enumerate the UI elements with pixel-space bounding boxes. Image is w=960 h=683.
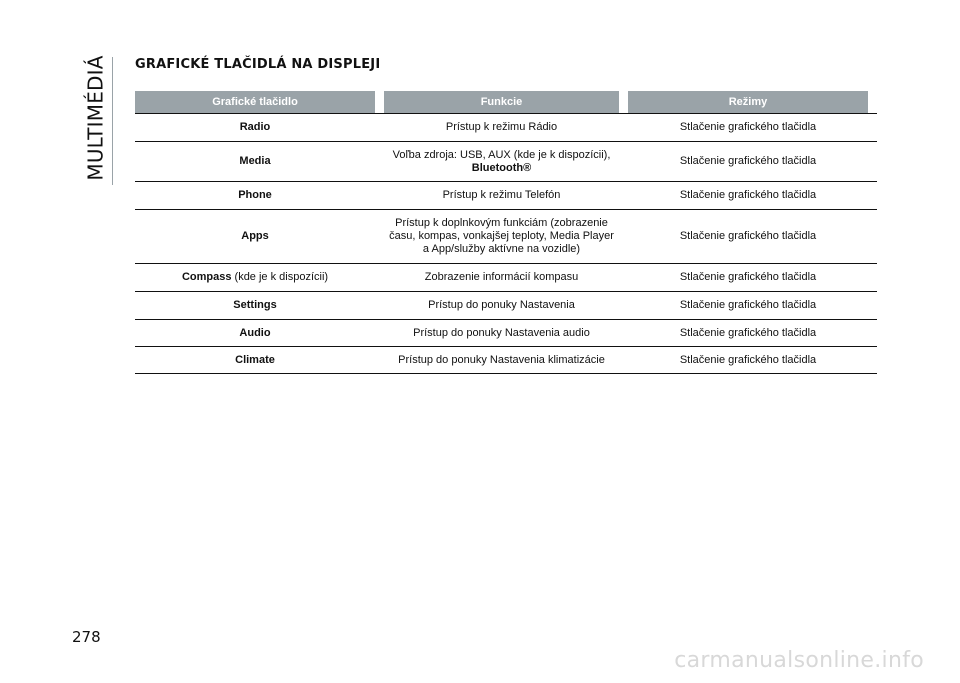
function-line: a App/služby aktívne na vozidle) (422, 243, 581, 255)
button-name: Settings (233, 299, 277, 311)
cell-mode: Stlačenie grafického tlačidla (679, 189, 817, 201)
section-title: GRAFICKÉ TLAČIDLÁ NA DISPLEJI (135, 57, 381, 72)
table-header (135, 91, 877, 113)
cell-graphic-button (135, 155, 375, 168)
table-row (135, 182, 877, 210)
graphic-buttons-table (135, 91, 877, 374)
cell-mode: Stlačenie grafického tlačidla (679, 299, 817, 311)
button-name: Apps (241, 230, 269, 242)
cell-function (384, 189, 619, 202)
header-functions: Funkcie (384, 91, 619, 113)
site-watermark: carmanualsonline.info (674, 648, 924, 673)
button-name: Phone (238, 189, 272, 201)
cell-mode: Stlačenie grafického tlačidla (679, 353, 817, 366)
table-body (135, 113, 877, 374)
cell-function (384, 121, 619, 134)
section-side-label (84, 48, 108, 188)
function-line: Prístup k režimu Rádio (445, 121, 558, 133)
button-name: Audio (239, 326, 271, 339)
cell-function (384, 354, 619, 367)
header-graphic-button: Grafické tlačidlo (135, 91, 375, 113)
cell-graphic-button (135, 299, 375, 312)
cell-function (384, 327, 619, 340)
cell-graphic-button (135, 230, 375, 243)
table-row (135, 113, 877, 142)
button-note: (kde je k dispozícii) (231, 271, 329, 283)
function-line: Prístup k režimu Telefón (442, 189, 561, 201)
function-line: Zobrazenie informácií kompasu (424, 271, 579, 283)
table-row (135, 292, 877, 320)
cell-mode: Stlačenie grafického tlačidla (679, 271, 817, 283)
cell-graphic-button (135, 271, 375, 284)
table-row (135, 320, 877, 347)
table-row (135, 210, 877, 264)
button-name: Radio (239, 121, 271, 133)
cell-function (384, 299, 619, 312)
cell-mode: Stlačenie grafického tlačidla (679, 326, 817, 339)
function-line: Prístup do ponuky Nastavenia (428, 299, 575, 311)
function-bold-line: Bluetooth® (471, 161, 532, 174)
function-line: Prístup k doplnkovým funkciám (zobrazenie (395, 217, 608, 229)
function-line: Prístup do ponuky Nastavenia audio (413, 326, 590, 339)
button-name: Climate (235, 353, 275, 366)
cell-mode: Stlačenie grafického tlačidla (679, 230, 817, 242)
function-line: Prístup do ponuky Nastavenia klimatizácie (398, 353, 605, 366)
cell-function (384, 217, 619, 256)
page-number: 278 (72, 628, 101, 646)
cell-graphic-button (135, 354, 375, 367)
button-name: Media (239, 155, 271, 167)
function-line: času, kompas, vonkajšej teploty, Media Player (389, 230, 614, 242)
section-side-label-text: MULTIMÉDIÁ (84, 55, 108, 181)
table-row (135, 347, 877, 374)
cell-function (384, 271, 619, 284)
side-divider (112, 57, 113, 185)
function-line: Voľba zdroja: USB, AUX (kde je k dispozícii), (392, 148, 611, 161)
cell-function (384, 149, 619, 175)
table-row (135, 142, 877, 182)
cell-graphic-button (135, 327, 375, 340)
cell-graphic-button (135, 121, 375, 134)
header-modes: Režimy (628, 91, 868, 113)
table-row (135, 264, 877, 292)
cell-mode: Stlačenie grafického tlačidla (679, 121, 817, 133)
button-name: Compass (181, 271, 232, 283)
cell-graphic-button (135, 189, 375, 202)
cell-mode: Stlačenie grafického tlačidla (679, 155, 817, 167)
